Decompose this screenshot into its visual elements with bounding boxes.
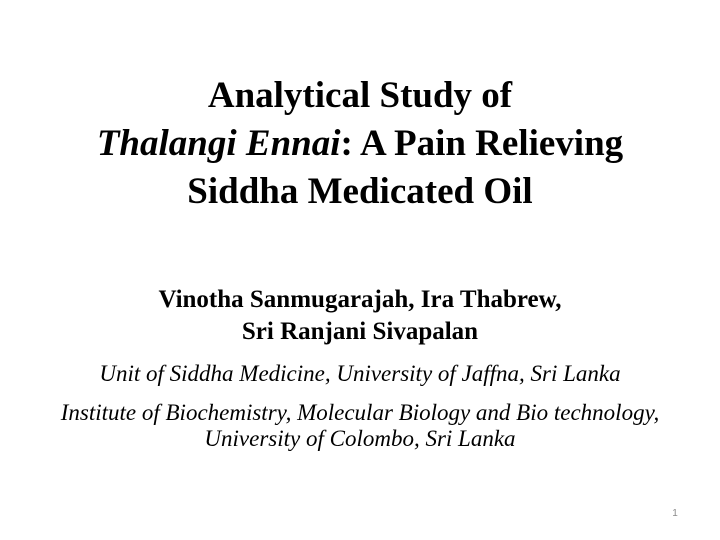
author-list xyxy=(20,284,700,348)
title-line-2-rest: : A Pain Relieving xyxy=(340,123,624,164)
title-line-1: Analytical Study of xyxy=(207,75,513,116)
affiliation-1: Unit of Siddha Medicine, University of Jaffna, Sri Lanka xyxy=(99,361,621,386)
title-line-3: Siddha Medicated Oil xyxy=(187,171,533,212)
page-number: 1 xyxy=(672,508,678,519)
title-italic-oil-name: Thalangi Ennai xyxy=(96,123,341,164)
affiliation-2: Institute of Biochemistry, Molecular Biology and Bio technology, University of Colombo, Sri Lanka xyxy=(60,400,660,451)
slide-title xyxy=(20,72,700,216)
authors-line-1: Vinotha Sanmugarajah, Ira Thabrew, xyxy=(158,286,562,313)
authors-line-2: Sri Ranjani Sivapalan xyxy=(241,318,479,345)
title-line-2 xyxy=(20,120,700,168)
